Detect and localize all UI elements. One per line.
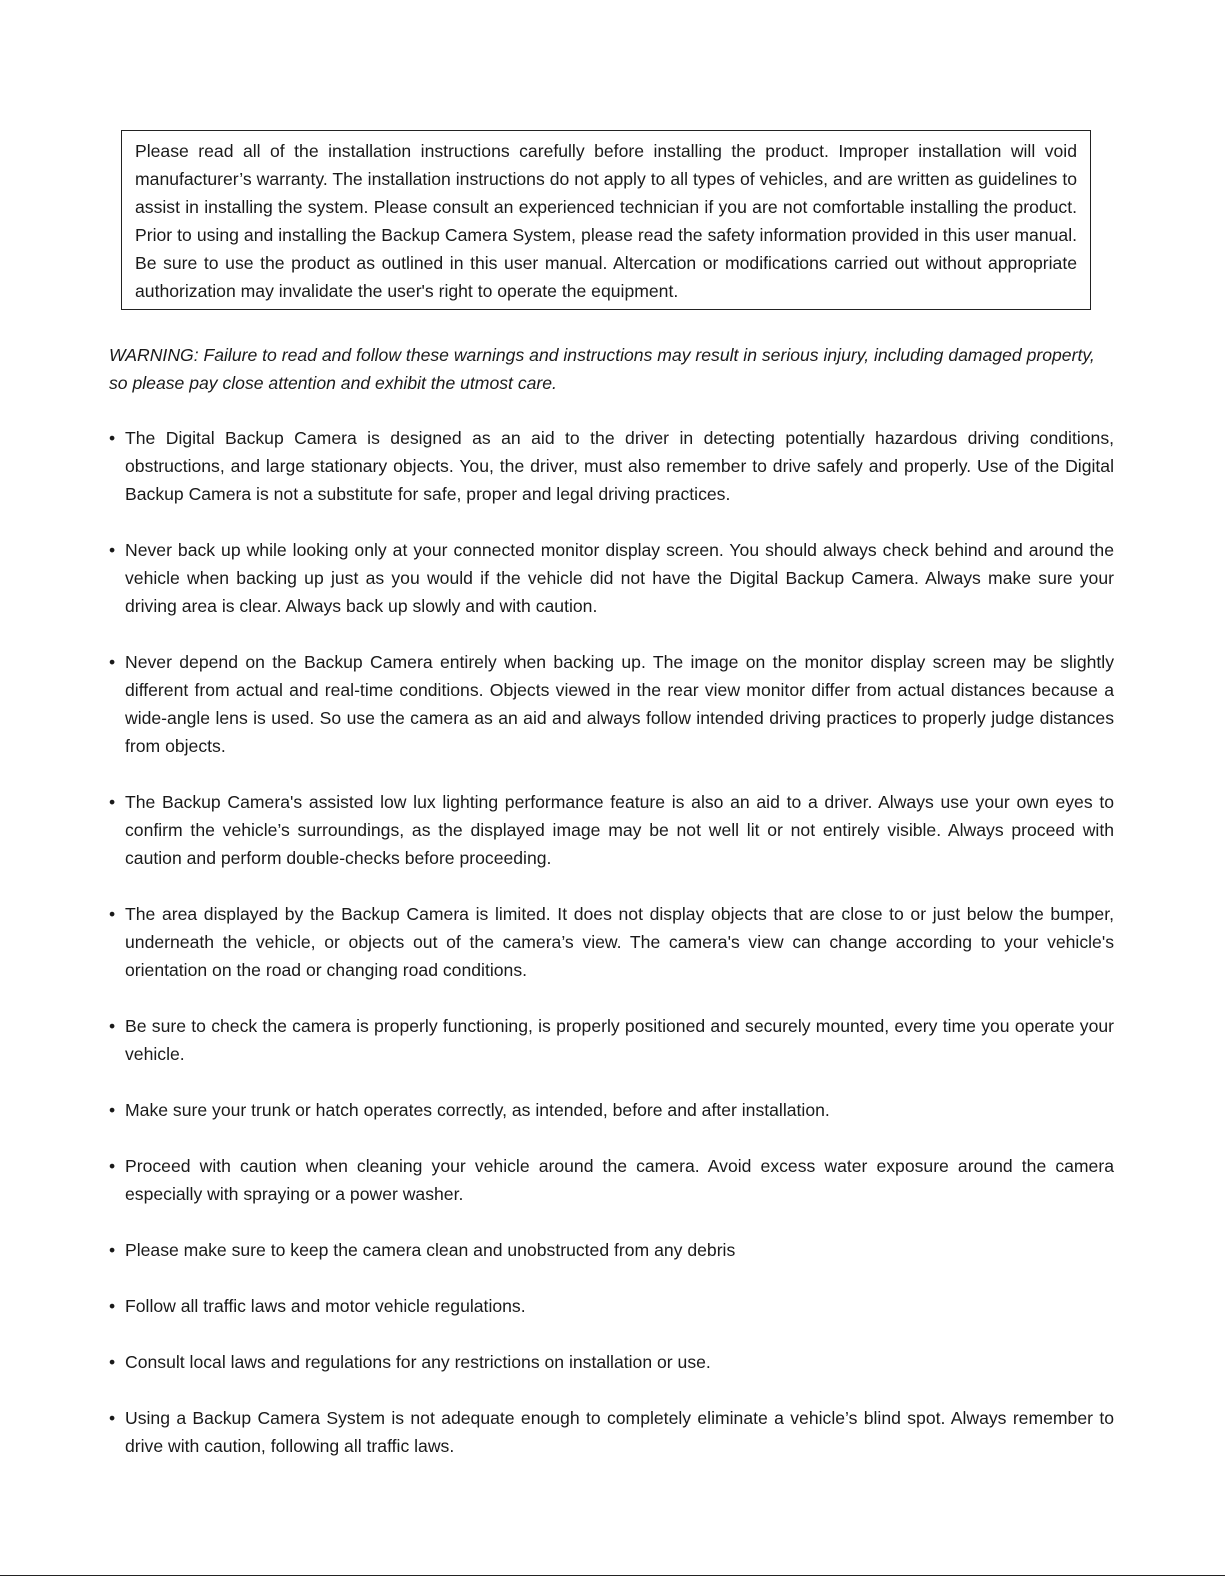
bullet-icon: • <box>109 1408 116 1428</box>
safety-bullet-text: Never back up while looking only at your connected monitor display screen. You should always check behind and around the vehicle when backing up just as you would if the vehicle did not have the Digital Backup Camera. Always make sure your driving area is clear. Always back up slowly and with caution. <box>125 540 1114 616</box>
safety-bullet-text: Please make sure to keep the camera clean and unobstructed from any debris <box>125 1240 736 1260</box>
page-bottom-rule <box>0 1575 1225 1576</box>
safety-bullet-text: Be sure to check the camera is properly functioning, is properly positioned and securely mounted, every time you operate your vehicle. <box>125 1016 1114 1064</box>
bullet-icon: • <box>109 428 116 448</box>
safety-bullet-item <box>109 1348 1114 1376</box>
safety-bullet-item <box>109 1152 1114 1208</box>
bullet-icon: • <box>109 1240 116 1260</box>
bullet-icon: • <box>109 1100 116 1120</box>
bullet-icon: • <box>109 1296 116 1316</box>
safety-bullet-text: The area displayed by the Backup Camera is limited. It does not display objects that are close to or just below the bumper, underneath the vehicle, or objects out of the camera’s view. The camera's view can change according to your vehicle's orientation on the road or changing road conditions. <box>125 904 1114 980</box>
safety-bullet-item <box>109 1012 1114 1068</box>
safety-bullet-item <box>109 900 1114 984</box>
safety-bullet-text: The Digital Backup Camera is designed as an aid to the driver in detecting potentially hazardous driving conditions, obstructions, and large stationary objects. You, the driver, must also remember to drive safely and properly. Use of the Digital Backup Camera is not a substitute for safe, proper and legal driving practices. <box>125 428 1114 504</box>
safety-bullet-item <box>109 788 1114 872</box>
safety-bullet-item <box>109 1236 1114 1264</box>
safety-bullet-item <box>109 1096 1114 1124</box>
bullet-icon: • <box>109 792 116 812</box>
safety-bullet-item <box>109 1292 1114 1320</box>
safety-bullet-list <box>109 424 1114 1488</box>
safety-bullet-text: Follow all traffic laws and motor vehicle regulations. <box>125 1296 526 1316</box>
safety-bullet-text: Consult local laws and regulations for any restrictions on installation or use. <box>125 1352 711 1372</box>
safety-bullet-text: Make sure your trunk or hatch operates correctly, as intended, before and after installation. <box>125 1100 830 1120</box>
warning-text: WARNING: Failure to read and follow these warnings and instructions may result in serious injury, including damaged property, so please pay close attention and exhibit the utmost care. <box>109 345 1095 393</box>
bullet-icon: • <box>109 1016 116 1036</box>
installation-notice-text: Please read all of the installation instructions carefully before installing the product. Improper installation will void manufacturer’s warranty. The installation instructions do not apply to all types of vehicles, and are written as guidelines to assist in installing the system. Please consult an experienced technician if you are not comfortable installing the product. Prior to using and installing the Backup Camera System, please read the safety information provided in this user manual. Be sure to use the product as outlined in this user manual. Altercation or modifications carried out without appropriate authorization may invalidate the user's right to operate the equipment. <box>135 141 1077 301</box>
safety-bullet-text: Proceed with caution when cleaning your vehicle around the camera. Avoid excess water exposure around the camera especially with spraying or a power washer. <box>125 1156 1114 1204</box>
bullet-icon: • <box>109 1352 116 1372</box>
bullet-icon: • <box>109 904 116 924</box>
bullet-icon: • <box>109 1156 116 1176</box>
safety-bullet-text: The Backup Camera's assisted low lux lighting performance feature is also an aid to a driver. Always use your own eyes to confirm the vehicle’s surroundings, as the displayed image may be not well lit or not entirely visible. Always proceed with caution and perform double-checks before proceeding. <box>125 792 1114 868</box>
safety-bullet-text: Using a Backup Camera System is not adequate enough to completely eliminate a vehicle’s blind spot. Always remember to drive with caution, following all traffic laws. <box>125 1408 1114 1456</box>
installation-notice-box <box>121 130 1091 310</box>
bullet-icon: • <box>109 540 116 560</box>
safety-bullet-item <box>109 424 1114 508</box>
safety-bullet-item <box>109 536 1114 620</box>
safety-bullet-item <box>109 648 1114 760</box>
safety-bullet-item <box>109 1404 1114 1460</box>
safety-bullet-text: Never depend on the Backup Camera entirely when backing up. The image on the monitor display screen may be slightly different from actual and real-time conditions. Objects viewed in the rear view monitor differ from actual distances because a wide-angle lens is used. So use the camera as an aid and always follow intended driving practices to properly judge distances from objects. <box>125 652 1114 756</box>
bullet-icon: • <box>109 652 116 672</box>
